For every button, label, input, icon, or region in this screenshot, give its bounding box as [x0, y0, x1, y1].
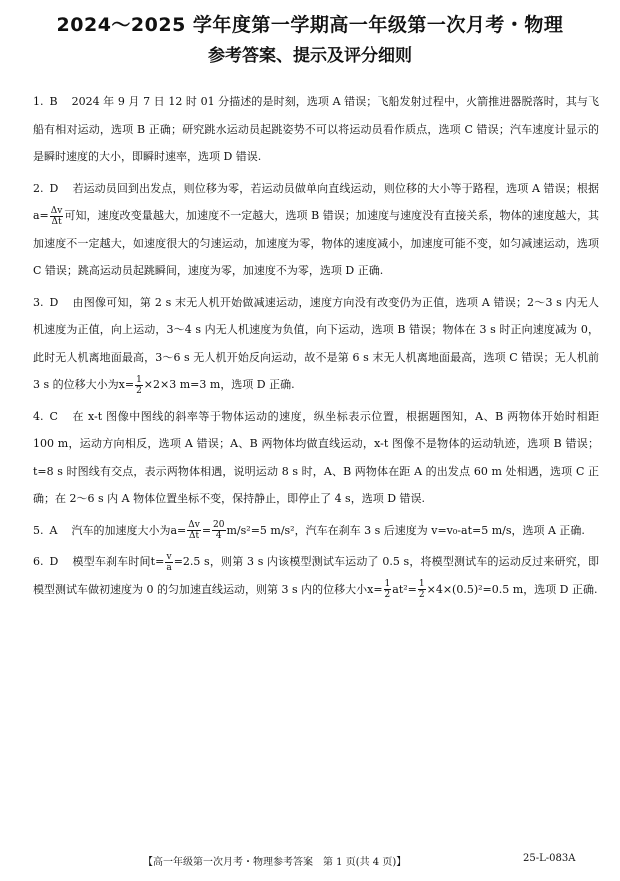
item-number: 3.: [33, 295, 44, 309]
fraction: [135, 375, 143, 396]
fraction-denominator: a: [166, 562, 172, 573]
formula-rhs: ×4×(0.5)²=0.5 m: [426, 582, 524, 596]
formula-rhs: m/s²=5 m/s²: [226, 523, 295, 537]
answer-letter: C: [49, 409, 58, 423]
fraction: [50, 206, 64, 227]
fraction-numerator: 1: [418, 579, 425, 589]
answer-letter: D: [49, 555, 59, 568]
answer-item-4: [33, 403, 599, 513]
answer-item-1: [33, 88, 599, 171]
fraction-numerator: Δv: [188, 520, 200, 530]
answer-item-6: [33, 548, 599, 603]
explanation-text: 2024 年 9 月 7 日 12 时 01 分描述的是时刻，选项 A 错误；飞船发射过程中，火箭推进器脱落时，其与飞船有相对运动，选项 B 正确；研究跳水运动员起跳姿势不可以将运动员看作质点，选项 C 错误；汽车速度计显示的是瞬时速度的大小，即瞬时速率，选项 D 错误.: [33, 95, 599, 163]
fraction-denominator: 2: [136, 385, 142, 396]
fraction: [165, 552, 172, 573]
explanation-text: 可知，速度改变量越大，加速度不一定越大，选项 B 错误；加速度与速度没有直接关系，物体的速度越大，其加速度不一定越大，如速度很大的匀速运动，加速度为零，物体的速度减小，加速度可能不变，如匀减速运动，选项 C 错误；跳高运动员起跳瞬间，速度为零，加速度不为零，选项 D 正确.: [33, 209, 599, 277]
fraction-numerator: 20: [213, 520, 225, 530]
formula-lhs: t=: [150, 555, 165, 568]
fraction: [418, 579, 426, 600]
fraction-denominator: 2: [384, 590, 391, 600]
formula-lhs: a=: [170, 523, 187, 537]
item-number: 5.: [33, 523, 44, 537]
footer-page-info: 【高一年级第一次月考・物理参考答案 第 1 页(共 4 页)】: [143, 857, 407, 868]
explanation-text: 若运动员回到出发点，则位移为零，若运动员做单向直线运动，则位移的大小等于路程，选项 A 错误；根据: [72, 181, 599, 195]
explanation-text: ，汽车在刹车 3 s 后速度为 v=v₀-at=5 m/s，选项 A 正确.: [294, 523, 585, 537]
footer-code: 25-L-083A: [523, 853, 576, 864]
explanation-text: 汽车的加速度大小为: [71, 523, 171, 537]
explanation-text: =2.5 s，则第 3 s 内该模型测试车运动了 0.5 s，将模型测试车的运动反过来研究，即模型测试车做初速度为 0 的匀加速直线运动，则第 3 s 内的位移大小: [33, 555, 599, 596]
answer-item-5: [33, 517, 599, 545]
answer-letter: B: [49, 95, 58, 108]
fraction-numerator: 1: [384, 579, 391, 589]
fraction: [384, 579, 392, 600]
formula-lhs: x=: [367, 582, 383, 596]
item-number: 2.: [33, 181, 44, 195]
page-subtitle: 参考答案、提示及评分细则: [208, 46, 412, 66]
item-number: 1.: [33, 95, 44, 108]
answer-letter: A: [49, 523, 58, 537]
formula-rhs: ×2×3 m=3 m: [143, 378, 221, 391]
answer-item-3: [33, 289, 599, 399]
explanation-text: 在 x-t 图像中图线的斜率等于物体运动的速度，纵坐标表示位置，根据题图知，A、B 两物体开始时相距 100 m，运动方向相反，选项 A 错误；A、B 两物体均做直线运动，x-t 图像不是物体的运动轨迹，选项 B 错误；t=8 s 时图线有交点，表示两物体相遇，说明运动 8 s 时，A、B 两物体在距 A 的出发点 60 m 处相遇，选项 C 正确；在 2～6 s 内 A 物体位置坐标不变，保持静止，即停止了 4 s，选项 D 错误.: [33, 409, 599, 505]
fraction: [212, 520, 225, 541]
answer-list: [33, 88, 599, 607]
fraction-denominator: 2: [418, 590, 425, 600]
page-title: 2024～2025 学年度第一学期高一年级第一次月考・物理: [56, 14, 564, 36]
answer-item-2: [33, 175, 599, 285]
explanation-text: 模型车刹车时间: [72, 555, 151, 568]
fraction-denominator: 4: [215, 531, 222, 541]
explanation-text: ，选项 D 正确.: [523, 582, 598, 596]
formula-mid: at²=: [392, 582, 417, 596]
explanation-text: ，选项 D 正确.: [220, 378, 295, 391]
answer-letter: D: [49, 295, 59, 309]
fraction-numerator: v: [166, 551, 172, 562]
formula-lhs: a=: [33, 209, 49, 222]
equals-sign: =: [201, 523, 212, 537]
explanation-text: 由图像可知，第 2 s 末无人机开始做减速运动，速度方向没有改变仍为正值，选项 A 错误；2～3 s 内无人机速度为正值，向上运动，3～4 s 内无人机速度为负值，向下运动，选项 B 错误；物体在 3 s 时正向速度减为 0，此时无人机离地面最高，3～6 s 无人机开始反向运动，故不是第 6 s 末无人机离地面最高，选项 C 错误；无人机前 3 s 的位移大小为: [33, 295, 599, 391]
answer-letter: D: [49, 181, 59, 195]
item-number: 4.: [33, 409, 44, 423]
item-number: 6.: [33, 555, 44, 568]
fraction: [187, 520, 201, 541]
fraction-denominator: Δt: [188, 531, 200, 541]
fraction-numerator: 1: [136, 374, 142, 385]
formula-lhs: x=: [118, 378, 135, 391]
fraction-numerator: Δv: [50, 205, 63, 216]
fraction-denominator: Δt: [51, 216, 62, 227]
